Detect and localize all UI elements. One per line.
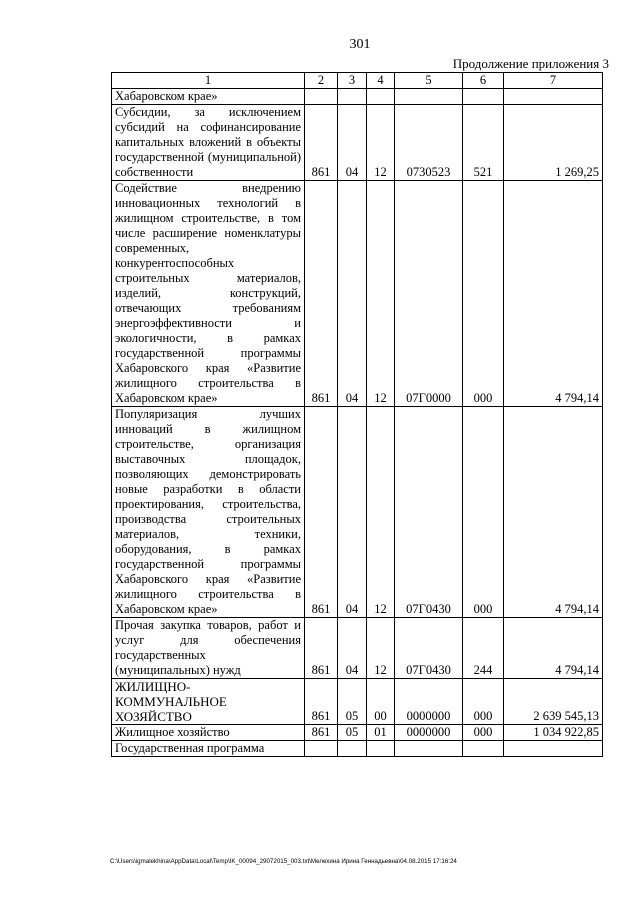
header-cell: 2 <box>305 73 338 89</box>
table-row <box>112 618 603 679</box>
table-row <box>112 407 603 618</box>
row-c2-cell: 861 <box>305 618 338 679</box>
table-row <box>112 741 603 757</box>
row-c3-cell: 04 <box>338 618 367 679</box>
header-cell: 1 <box>112 73 305 89</box>
row-c4-cell: 01 <box>367 725 395 741</box>
row-c5-cell: 07Г0430 <box>395 618 463 679</box>
row-c6-cell: 244 <box>463 618 504 679</box>
row-c2-cell <box>305 741 338 757</box>
header-cell: 5 <box>395 73 463 89</box>
row-name-text: Прочая закупка товаров, работ и услуг для обеспечения государственных (муниципальных) нужд <box>115 618 301 677</box>
row-c5-cell: 07Г0430 <box>395 407 463 618</box>
row-c3-cell: 04 <box>338 407 367 618</box>
row-c5-cell: 0730523 <box>395 105 463 181</box>
budget-table <box>111 72 603 757</box>
page-number: 301 <box>349 37 371 52</box>
row-c4-cell <box>367 89 395 105</box>
row-name-cell <box>112 181 305 407</box>
row-c6-cell: 000 <box>463 725 504 741</box>
table-header-row <box>112 73 603 89</box>
appendix-continuation-note: Продолжение приложения 3 <box>452 56 609 71</box>
row-c3-cell <box>338 89 367 105</box>
footer-file-path: C:\Users\igmalekhina\AppData\Local\Temp\IK_00094_29072015_003.txt\Мелехина Ирина Геннадьевна\04.08.2015 17:16:24 <box>110 858 457 865</box>
row-c2-cell: 861 <box>305 725 338 741</box>
table-row <box>112 725 603 741</box>
row-c3-cell: 05 <box>338 725 367 741</box>
row-c3-cell: 04 <box>338 181 367 407</box>
table-row <box>112 679 603 725</box>
row-c7-cell: 2 639 545,13 <box>504 679 603 725</box>
table-row <box>112 181 603 407</box>
row-c4-cell: 12 <box>367 618 395 679</box>
row-c6-cell: 000 <box>463 407 504 618</box>
header-cell: 7 <box>504 73 603 89</box>
row-c2-cell: 861 <box>305 105 338 181</box>
row-c5-cell: 07Г0000 <box>395 181 463 407</box>
row-c7-cell: 4 794,14 <box>504 407 603 618</box>
row-c7-cell: 1 034 922,85 <box>504 725 603 741</box>
row-c4-cell <box>367 741 395 757</box>
row-c3-cell: 04 <box>338 105 367 181</box>
row-c7-cell: 4 794,14 <box>504 618 603 679</box>
row-c5-cell: 0000000 <box>395 725 463 741</box>
row-name-text: ЖИЛИЩНО-КОММУНАЛЬНОЕ ХОЗЯЙСТВО <box>115 679 227 724</box>
row-c6-cell: 000 <box>463 679 504 725</box>
row-name-cell <box>112 407 305 618</box>
row-c6-cell <box>463 89 504 105</box>
row-name-text: Жилищное хозяйство <box>115 725 230 739</box>
header-cell: 6 <box>463 73 504 89</box>
header-cell: 3 <box>338 73 367 89</box>
row-name-cell <box>112 105 305 181</box>
row-c4-cell: 00 <box>367 679 395 725</box>
row-name-cell <box>112 679 305 725</box>
header-cell: 4 <box>367 73 395 89</box>
row-name-text: Государственная программа <box>115 741 265 755</box>
row-name-text: Хабаровском крае» <box>115 89 218 103</box>
row-c6-cell: 000 <box>463 181 504 407</box>
row-name-cell <box>112 89 305 105</box>
row-c7-cell <box>504 741 603 757</box>
row-c4-cell: 12 <box>367 407 395 618</box>
row-c7-cell <box>504 89 603 105</box>
row-name-cell <box>112 741 305 757</box>
row-c5-cell <box>395 89 463 105</box>
row-c5-cell: 0000000 <box>395 679 463 725</box>
row-c2-cell <box>305 89 338 105</box>
row-name-text: Субсидии, за исключением субсидий на софинансирование капитальных вложений в объекты государственной (муниципальной) собственности <box>115 105 301 179</box>
row-c6-cell: 521 <box>463 105 504 181</box>
row-c4-cell: 12 <box>367 181 395 407</box>
row-c3-cell <box>338 741 367 757</box>
row-c3-cell: 05 <box>338 679 367 725</box>
row-c7-cell: 1 269,25 <box>504 105 603 181</box>
row-name-text: Популяризация лучших инноваций в жилищном строительстве, организация выставочных площадок, позволяющих демонстрировать новые разработки в области проектирования, строительства, производства строительных материалов, техники, оборудования, в рамках государственной программы Хабаровского края «Развитие жилищного строительства в Хабаровском крае» <box>115 407 301 616</box>
row-c7-cell: 4 794,14 <box>504 181 603 407</box>
row-c2-cell: 861 <box>305 679 338 725</box>
row-c6-cell <box>463 741 504 757</box>
row-c5-cell <box>395 741 463 757</box>
row-name-cell <box>112 725 305 741</box>
table-row <box>112 89 603 105</box>
table-row <box>112 105 603 181</box>
row-name-text: Содействие внедрению инновационных технологий в жилищном строительстве, в том числе расширение номенклатуры современных, конкурентоспособных строительных материалов, изделий, конструкций, отвечающих требованиям энергоэффективности и экологичности, в рамках государственной программы Хабаровского края «Развитие жилищного строительства в Хабаровском крае» <box>115 181 301 405</box>
row-name-cell <box>112 618 305 679</box>
row-c2-cell: 861 <box>305 181 338 407</box>
row-c4-cell: 12 <box>367 105 395 181</box>
row-c2-cell: 861 <box>305 407 338 618</box>
